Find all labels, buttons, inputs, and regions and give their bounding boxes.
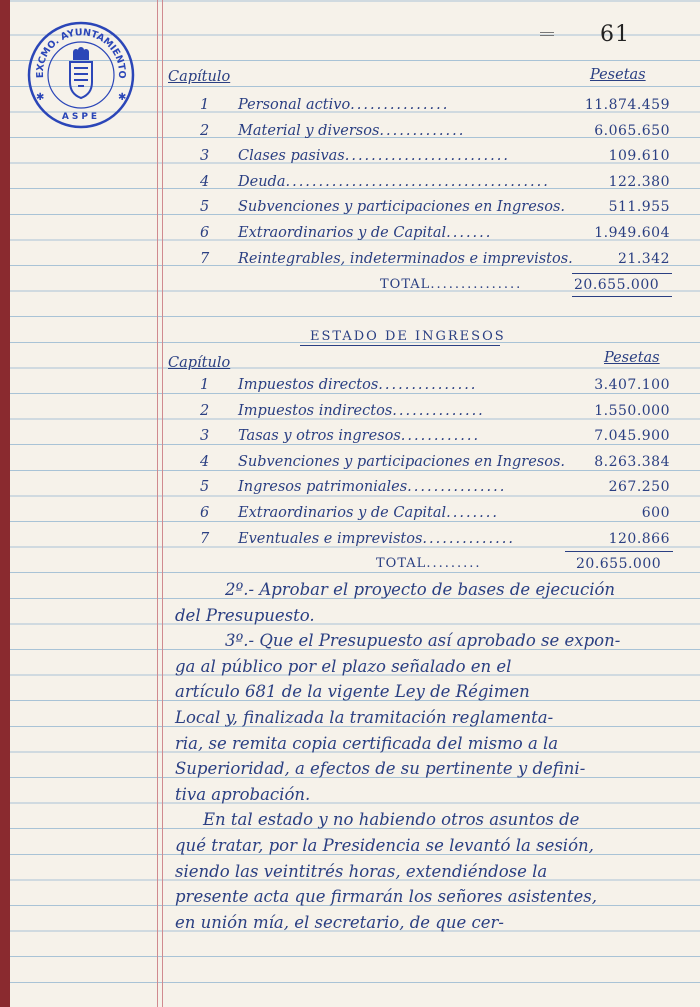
gastos-row-label: Subvenciones y participaciones en Ingresos. [238, 199, 568, 216]
heading-underline [300, 345, 500, 346]
gastos-row-label: Material y diversos............. [238, 122, 466, 139]
text-line: 2º.- Aprobar el proyecto de bases de ejecución [225, 580, 616, 599]
ingresos-row-amount: 120.866 [608, 530, 670, 547]
ingresos-row-number: 2 [200, 402, 210, 419]
gastos-row-label: Extraordinarios y de Capital....... [238, 225, 493, 241]
text-line: 3º.- Que el Presupuesto así aprobado se expon- [225, 631, 621, 651]
red-binding [0, 0, 10, 1007]
gastos-row-label: Reintegrables, indeterminados e imprevistos. [238, 250, 575, 267]
gastos-row-amount: 122.380 [608, 173, 670, 190]
ingresos-row-label: Impuestos directos............... [238, 377, 478, 393]
gastos-row-amount: 11.874.459 [584, 97, 670, 113]
sum-rule [565, 551, 673, 552]
sum-rule [572, 273, 672, 274]
gastos-row-amount: 1.949.604 [594, 225, 670, 241]
gastos-row-number: 7 [200, 250, 210, 267]
ingresos-row-label: Eventuales e imprevistos.............. [238, 530, 515, 547]
ingresos-row-amount: 1.550.000 [594, 402, 670, 419]
ingresos-row-number: 3 [200, 428, 210, 445]
gastos-row-amount: 511.955 [608, 199, 670, 216]
gastos-total-amount: 20.655.000 [574, 277, 660, 293]
ingresos-row-label: Ingresos patrimoniales............... [238, 479, 507, 496]
ingresos-col-capitulo: Capítulo [168, 355, 231, 371]
text-line: Superioridad, a efectos de su pertinente y defini- [175, 759, 586, 779]
gastos-total-label: TOTAL............... [380, 277, 523, 292]
ingresos-row-label: Impuestos indirectos.............. [238, 402, 485, 419]
coat-of-arms-icon [70, 47, 92, 98]
gastos-col-capitulo: Capítulo [168, 69, 231, 85]
text-line: artículo 681 de la vigente Ley de Régimen [175, 682, 530, 702]
ingresos-row-amount: 267.250 [608, 479, 670, 496]
ingresos-row-label: Extraordinarios y de Capital........ [238, 505, 499, 521]
gastos-row-amount: 21.342 [618, 250, 670, 267]
text-line: presente acta que firmarán los señores asistentes, [175, 887, 597, 907]
ingresos-row-label: Subvenciones y participaciones en Ingresos. [238, 453, 568, 470]
text-line: ria, se remita copia certificada del mismo a la [175, 733, 559, 753]
text-line: siendo las veintitrés horas, extendiéndose la [175, 861, 548, 881]
gastos-row-label: Deuda........................................ [238, 173, 550, 190]
gastos-col-pesetas: Pesetas [590, 67, 646, 83]
gastos-row-amount: 6.065.650 [594, 122, 670, 139]
ingresos-row-number: 1 [200, 377, 210, 393]
gastos-row-number: 1 [200, 97, 210, 113]
gastos-row-number: 6 [200, 225, 210, 241]
total-rule [572, 296, 672, 297]
page-mark [540, 32, 554, 36]
stamp-star-icon: ✱ [118, 92, 127, 103]
stamp-text: EXCMO. AYUNTAMIENTO [34, 27, 128, 79]
ingresos-total-amount: 20.655.000 [576, 556, 662, 572]
ingresos-row-label: Tasas y otros ingresos............ [238, 428, 481, 445]
gastos-row-number: 4 [200, 173, 210, 190]
stamp-star-icon: ✱ [36, 92, 45, 103]
gastos-row-number: 5 [200, 199, 210, 216]
text-line: tiva aprobación. [175, 784, 311, 804]
page-number: 61 [600, 22, 630, 47]
ingresos-row-amount: 600 [641, 505, 670, 521]
ingresos-row-number: 7 [200, 530, 210, 547]
ingresos-row-amount: 7.045.900 [594, 428, 670, 445]
ingresos-row-amount: 3.407.100 [594, 377, 670, 393]
ingresos-total-label: TOTAL......... [376, 556, 482, 571]
gastos-row-number: 2 [200, 122, 210, 139]
text-line: En tal estado y no habiendo otros asuntos de [203, 810, 580, 830]
gastos-row-label: Personal activo............... [238, 97, 450, 113]
text-line: en unión mía, el secretario, de que cer- [175, 912, 504, 932]
text-line: qué tratar, por la Presidencia se levantó la sesión, [175, 835, 594, 855]
ingresos-row-number: 4 [200, 453, 210, 470]
ingresos-row-amount: 8.263.384 [594, 453, 670, 470]
ingresos-col-pesetas: Pesetas [604, 350, 660, 366]
text-line: del Presupuesto. [175, 605, 315, 625]
gastos-row-number: 3 [200, 148, 210, 165]
ingresos-row-number: 6 [200, 505, 210, 521]
stamp-town: ASPE [61, 112, 101, 122]
text-line: Local y, finalizada la tramitación reglamenta- [175, 707, 554, 727]
minutes-text [175, 577, 670, 935]
ingresos-row-number: 5 [200, 479, 210, 496]
margin-line [157, 0, 158, 1007]
ingresos-heading: ESTADO DE INGRESOS [310, 329, 506, 344]
margin-line [162, 0, 163, 1007]
municipal-stamp [26, 20, 136, 130]
text-line: ga al público por el plazo señalado en el [175, 656, 512, 676]
gastos-row-amount: 109.610 [608, 148, 670, 165]
gastos-row-label: Clases pasivas......................... [238, 148, 510, 165]
